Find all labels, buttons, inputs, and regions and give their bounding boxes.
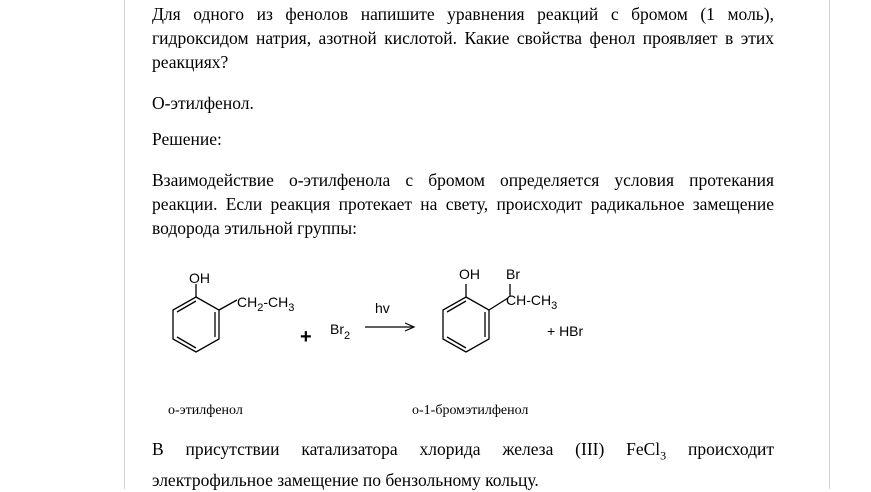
hbr-byproduct: + HBr [547,323,584,339]
product-br-label: Br [506,266,520,282]
product-oh-label: OH [459,266,480,282]
product-caption: о-1-бромэтилфенол [412,403,529,418]
bromine-reagent: $Br_2$ [330,321,351,342]
followup-text-start: В присутствии катализатора хлорида железа (III) FeCl [152,439,661,459]
plus-sign: + [300,326,312,348]
compound-name: О-этилфенол. [152,93,254,113]
reactant-caption: о-этилфенол [168,403,243,418]
task-paragraph: Для одного из фенолов напишите уравнения реакций с бромом (1 моль), гидроксидом натрия, азотной кислотой. Какие свойства фенол проявляет в этих реакциях? [152,4,774,72]
explanation-paragraph: Взаимодействие о-этилфенола с бромом определяется условия протекания реакции. Если реакция протекает на свету, происходит радикальное замещение водорода этильной группы: [152,170,774,238]
condition-hv: hv [375,300,390,316]
product-benzene-ring [443,284,510,352]
product-chain-label: $CH-CH_3$ [506,292,558,312]
reactant-ethyl-label: $CH_2-CH_3$ [237,294,295,314]
followup-text-line2: электрофильное замещение по бензольному кольцу. [152,469,539,490]
reactant-benzene-ring [173,284,237,352]
reaction-arrow [365,323,414,331]
solution-heading: Решение: [152,129,222,149]
followup-text-end: происходит [666,439,774,459]
reactant-oh-label: OH [189,270,210,286]
followup-subscript: 3 [660,448,667,463]
